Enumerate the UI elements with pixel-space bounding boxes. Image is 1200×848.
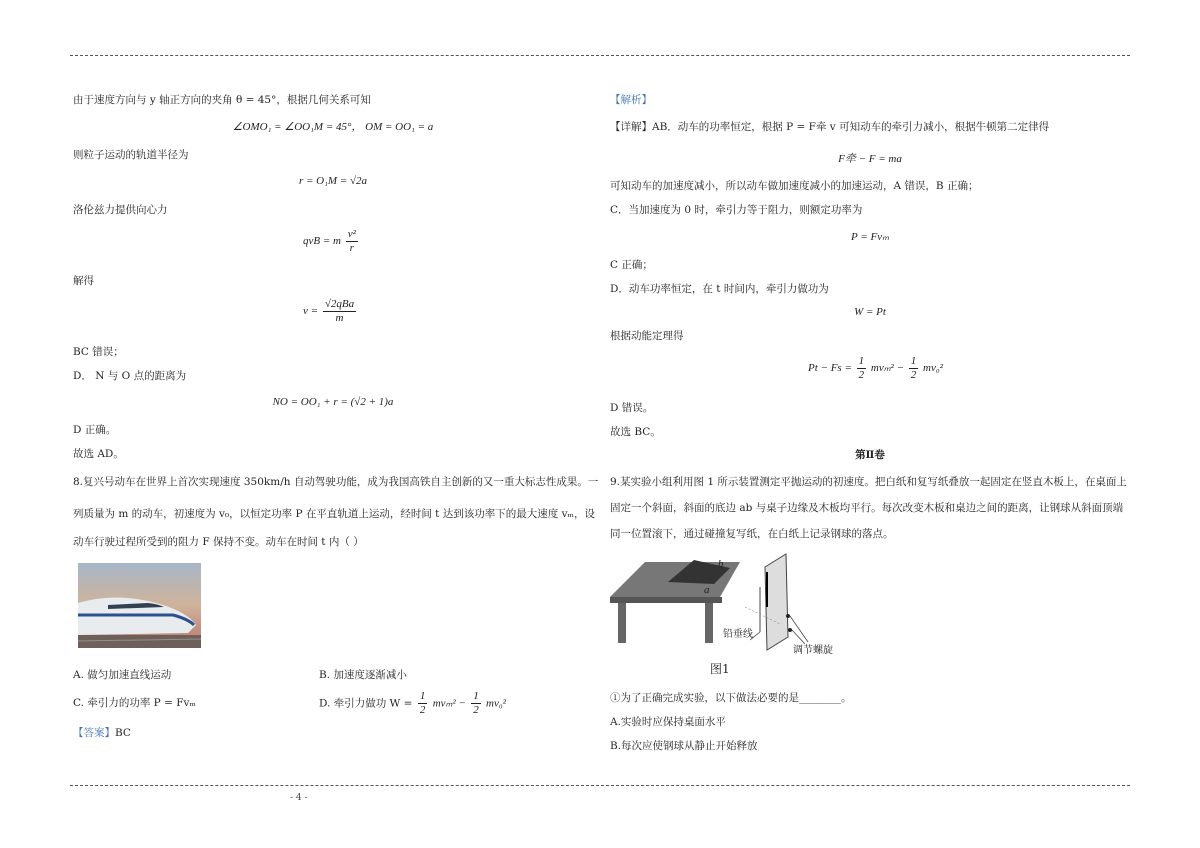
option-d-end: mv₀² [486, 697, 506, 710]
text-line: D． N 与 O 点的距离为 [73, 370, 187, 382]
text-line: 可知动车的加速度减小，所以动车做加速度减小的加速运动，A 错误，B 正确； [610, 180, 979, 192]
analysis-tag: 【解析】 [610, 94, 652, 106]
option-a: A.实验时应保持桌面水平 [610, 716, 726, 728]
equation [303, 228, 360, 255]
frac-den: 2 [910, 369, 917, 381]
option-a: A. 做匀加速直线运动 [73, 669, 172, 681]
fraction [323, 298, 356, 325]
frac-num: 1 [473, 690, 479, 702]
frac-den: m [335, 312, 344, 324]
frac-num: √2qBa [324, 298, 355, 310]
question-9-part-1: ①为了正确完成实验，以下做法必要的是________。 [610, 692, 852, 704]
page-number: - 4 - [290, 793, 308, 803]
fraction [346, 228, 358, 255]
text-line: 【详解】AB．动车的功率恒定，根据 P = F牵 v 可知动车的牵引力减小，根据牛顿第二定律得 [610, 121, 1050, 133]
text-line: 则粒子运动的轨道半径为 [73, 149, 189, 161]
question-9-line: 同一位置滚下，通过碰撞复写纸，在白纸上记录钢球的落点。 [610, 528, 894, 540]
frac-den: 2 [473, 704, 479, 716]
eq-part: mvₘ² − [870, 362, 905, 375]
frac-den: 2 [419, 704, 426, 716]
label-a: a [704, 584, 710, 596]
eq-part: qvB = m [303, 235, 341, 248]
text-line: D 正确。 [73, 424, 117, 436]
text-line: D 错误。 [610, 402, 654, 414]
text-line: 由于速度方向与 y 轴正方向的夹角 θ = 45°，根据几何关系可知 [73, 94, 371, 106]
answer-line [73, 725, 131, 740]
section-title: 第Ⅱ卷 [855, 449, 885, 461]
frac-num: 1 [419, 690, 426, 702]
eq-part: v = [303, 305, 319, 318]
frac-num: 1 [858, 355, 865, 367]
question-9-line: 9.某实验小组利用图 1 所示装置测定平抛运动的初速度。把白纸和复写纸叠放一起固定在竖直木板上，在桌面上 [610, 476, 1127, 488]
text-line: C．当加速度为 0 时，牵引力等于阻力，则额定功率为 [610, 204, 863, 216]
label-adjusting-screw: 调节螺旋 [793, 645, 833, 656]
question-9-line: 固定一个斜面，斜面的底边 ab 与桌子边缘及木板均平行。每次改变木板和桌边之间的距离，让钢球从斜面顶端 [610, 502, 1124, 514]
fraction [471, 690, 481, 717]
option-b: B. 加速度逐渐减小 [319, 669, 407, 681]
figure-1-apparatus [610, 552, 850, 677]
frac-den: r [349, 242, 354, 254]
text-line: 故选 BC。 [610, 426, 661, 438]
text-line: 解得 [73, 275, 94, 287]
option-d-mid: mvₘ² − [432, 697, 466, 710]
equation [808, 355, 943, 382]
question-8-line: 动车行驶过程所受到的阻力 F 保持不变。动车在时间 t 内（ ） [73, 536, 364, 548]
answer-tag: 【答案】 [73, 727, 115, 739]
option-d-text: D. 牵引力做功 W = [319, 697, 413, 710]
fraction [418, 690, 428, 717]
train-photo [78, 563, 201, 648]
text-line: D．动车功率恒定，在 t 时间内，牵引力做功为 [610, 283, 829, 295]
label-plumb-line: 铅垂线 [723, 629, 753, 640]
frac-num: 1 [910, 355, 917, 367]
eq-part: mv₀² [923, 362, 943, 375]
equation: F牵 − F = ma [838, 153, 902, 165]
text-line: 根据动能定理得 [610, 330, 684, 342]
left-column [73, 0, 599, 848]
frac-num: v² [347, 228, 356, 240]
figure-caption: 图1 [710, 662, 730, 676]
equation: r = O₁M = √2a [298, 175, 368, 187]
equation: W = Pt [854, 306, 886, 318]
label-b: b [718, 558, 724, 570]
text-line: C 正确； [610, 259, 653, 271]
equation: P = Fvₘ [851, 231, 889, 243]
question-8-line: 8.复兴号动车在世界上首次实现速度 350km/h 自动驾驶功能，成为我国高铁自主创新的又一重大标志性成果。一 [73, 476, 599, 488]
right-column [610, 0, 1130, 848]
text-line: 故选 AD。 [73, 448, 124, 460]
eq-part: Pt − Fs = [808, 362, 852, 375]
text-line: 洛伦兹力提供向心力 [73, 204, 168, 216]
frac-den: 2 [858, 369, 865, 381]
fraction [857, 355, 867, 382]
question-8-line: 列质量为 m 的动车，初速度为 v₀，以恒定功率 P 在平直轨道上运动，经时间 t 达到该功率下的最大速度 vₘ，设 [73, 508, 595, 520]
option-d [319, 690, 506, 717]
equation: ∠OMO₁ = ∠OO₁M = 45°， OM = OO₁ = a [232, 121, 434, 133]
equation [303, 298, 358, 325]
fraction [909, 355, 919, 382]
answer-value: BC [115, 727, 131, 739]
option-c: C. 牵引力的功率 P = Fvₘ [73, 697, 196, 709]
option-b: B.每次应使钢球从静止开始释放 [610, 740, 758, 752]
equation: NO = OO₁ + r = (√2 + 1)a [272, 396, 394, 408]
text-line: BC 错误； [73, 346, 124, 358]
